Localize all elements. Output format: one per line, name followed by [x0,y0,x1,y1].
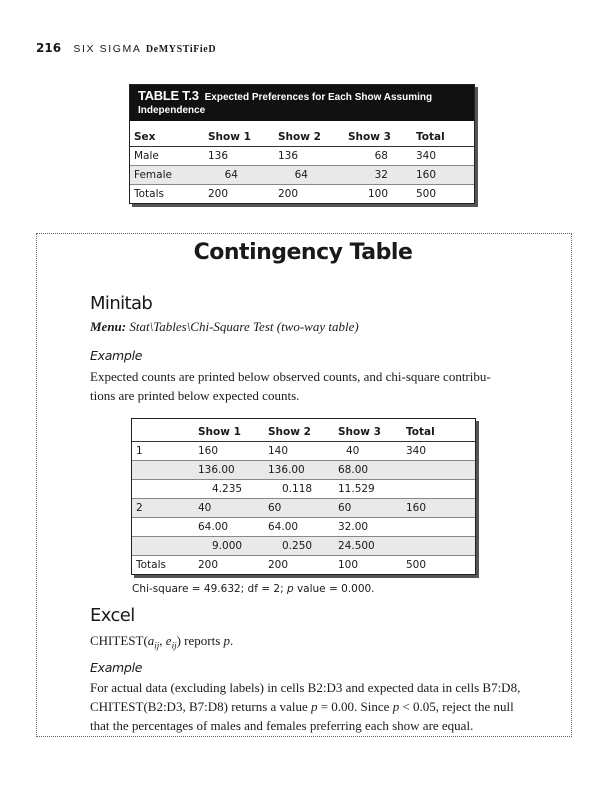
table-cell: 68.00 [334,461,402,480]
table-cell: 500 [406,559,427,571]
column-header: Sex [130,127,204,147]
table-cell: 0.250 [264,537,334,556]
column-header: Total [402,422,475,442]
table-cell: 160 [412,166,474,185]
minitab-paragraph [90,367,491,405]
table-cell: 11.529 [334,480,402,499]
func-a-sub: ij [154,640,160,651]
table-t3 [129,84,475,204]
table-row [132,518,475,537]
column-header: Show 3 [344,127,412,147]
table-cell: 2 [132,499,194,518]
table-t3-caption-line1: Expected Preferences for Each Show Assuming [204,92,433,103]
table-cell [132,480,194,499]
table-cell [402,518,475,537]
column-header [132,422,194,442]
chi-square-p: p [286,583,294,595]
table-cell: 9.000 [194,537,264,556]
table-cell: 100 [338,559,359,571]
table-t3-grid [130,127,474,203]
table-cell: 24.500 [334,537,402,556]
excel-function-line [90,631,233,656]
table-cell: 100 [367,188,388,200]
excel-example-heading: Example [90,660,143,675]
table-cell: 136.00 [194,461,264,480]
chi-square-value: value = 0.000. [293,583,375,595]
column-header: Show 3 [334,422,402,442]
table-cell: 136.00 [264,461,334,480]
table-cell: 200 [278,188,299,200]
table-cell: 1 [132,442,194,461]
table-t3-caption [130,85,474,121]
book-subtitle: DeMYSTiFieD [145,44,217,55]
running-head [36,41,216,55]
table-cell [132,461,194,480]
table-cell: 140 [264,442,334,461]
book-title: SIX SIGMA [73,43,142,55]
minitab-text-line1: Expected counts are printed below observed counts, and chi-square contribu- [90,369,491,384]
column-header: Show 2 [264,422,334,442]
table-cell: 0.118 [264,480,334,499]
table-cell: Male [130,147,204,166]
table-cell: Female [130,166,204,185]
minitab-menu-line [90,319,359,335]
table-cell [132,537,194,556]
column-header: Total [412,127,474,147]
func-e-sub: ij [171,640,177,651]
table-cell: 68 [344,147,412,166]
box-title: Contingency Table [193,240,413,265]
table-cell [402,480,475,499]
table-cell: 136 [274,147,344,166]
excel-text-line1: For actual data (excluding labels) in cells B2:D3 and expected data in cells B7:D8, [90,680,521,695]
excel-heading: Excel [90,605,135,626]
table-cell: 4.235 [194,480,264,499]
excel-text-line3: that the percentages of males and females preferring each show are equal. [90,718,474,733]
column-header: Show 1 [194,422,264,442]
table-row [130,166,474,185]
table-row [130,185,474,204]
func-pre: CHITEST( [90,633,148,648]
table-cell: 60 [334,499,402,518]
table-cell: 60 [264,499,334,518]
table-cell: 340 [402,442,475,461]
minitab-output-grid [132,422,475,574]
table-row [132,480,475,499]
table-header-row [130,127,474,147]
table-cell: 64 [204,166,274,185]
minitab-example-heading: Example [90,348,143,363]
chi-square-text: Chi-square = 49.632; df = 2; [132,583,287,595]
table-cell: 160 [194,442,264,461]
table-cell: 32 [344,166,412,185]
excel-text-line2-pre: CHITEST(B2:D3, B7:D8) returns a value [90,699,311,714]
table-cell: 64.00 [264,518,334,537]
table-cell: 136 [204,147,274,166]
excel-p: p [310,699,318,714]
excel-text-line2-mid: = 0.00. Since [317,699,393,714]
menu-path: Stat\Tables\Chi-Square Test (two-way table) [129,319,359,334]
table-header-row [132,422,475,442]
menu-label: Menu: [90,319,127,334]
table-row [132,556,475,575]
table-cell: Totals [134,188,164,200]
excel-paragraph [90,678,520,735]
table-row [130,147,474,166]
table-cell: Totals [136,559,166,571]
table-cell: 200 [268,559,289,571]
table-t3-caption-line2: Independence [138,105,206,116]
table-cell [402,461,475,480]
table-cell: 40 [334,442,402,461]
table-cell [132,518,194,537]
column-header: Show 2 [274,127,344,147]
table-cell: 500 [416,188,437,200]
minitab-output-table [131,418,476,575]
func-a: a [147,633,155,648]
excel-p2: p [392,699,400,714]
table-t3-label: TABLE T.3 [138,88,199,103]
page-number: 216 [36,41,62,55]
table-cell: 64 [274,166,344,185]
table-row [132,461,475,480]
excel-text-line2-post: < 0.05, reject the null [399,699,514,714]
table-cell: 340 [412,147,474,166]
minitab-heading: Minitab [90,293,153,314]
func-p: p [223,633,231,648]
table-row [132,499,475,518]
table-cell: 40 [194,499,264,518]
minitab-text-line2: tions are printed below expected counts. [90,388,300,403]
table-row [132,537,475,556]
func-post: ) reports [176,633,224,648]
func-sep: , [159,633,166,648]
table-cell: 160 [402,499,475,518]
table-cell: 200 [198,559,219,571]
table-cell [402,537,475,556]
column-header: Show 1 [204,127,274,147]
func-end: . [230,633,234,648]
table-row [132,442,475,461]
func-e: e [165,633,172,648]
table-cell: 32.00 [334,518,402,537]
table-cell: 200 [208,188,229,200]
table-cell: 64.00 [194,518,264,537]
chi-square-result [132,583,375,595]
